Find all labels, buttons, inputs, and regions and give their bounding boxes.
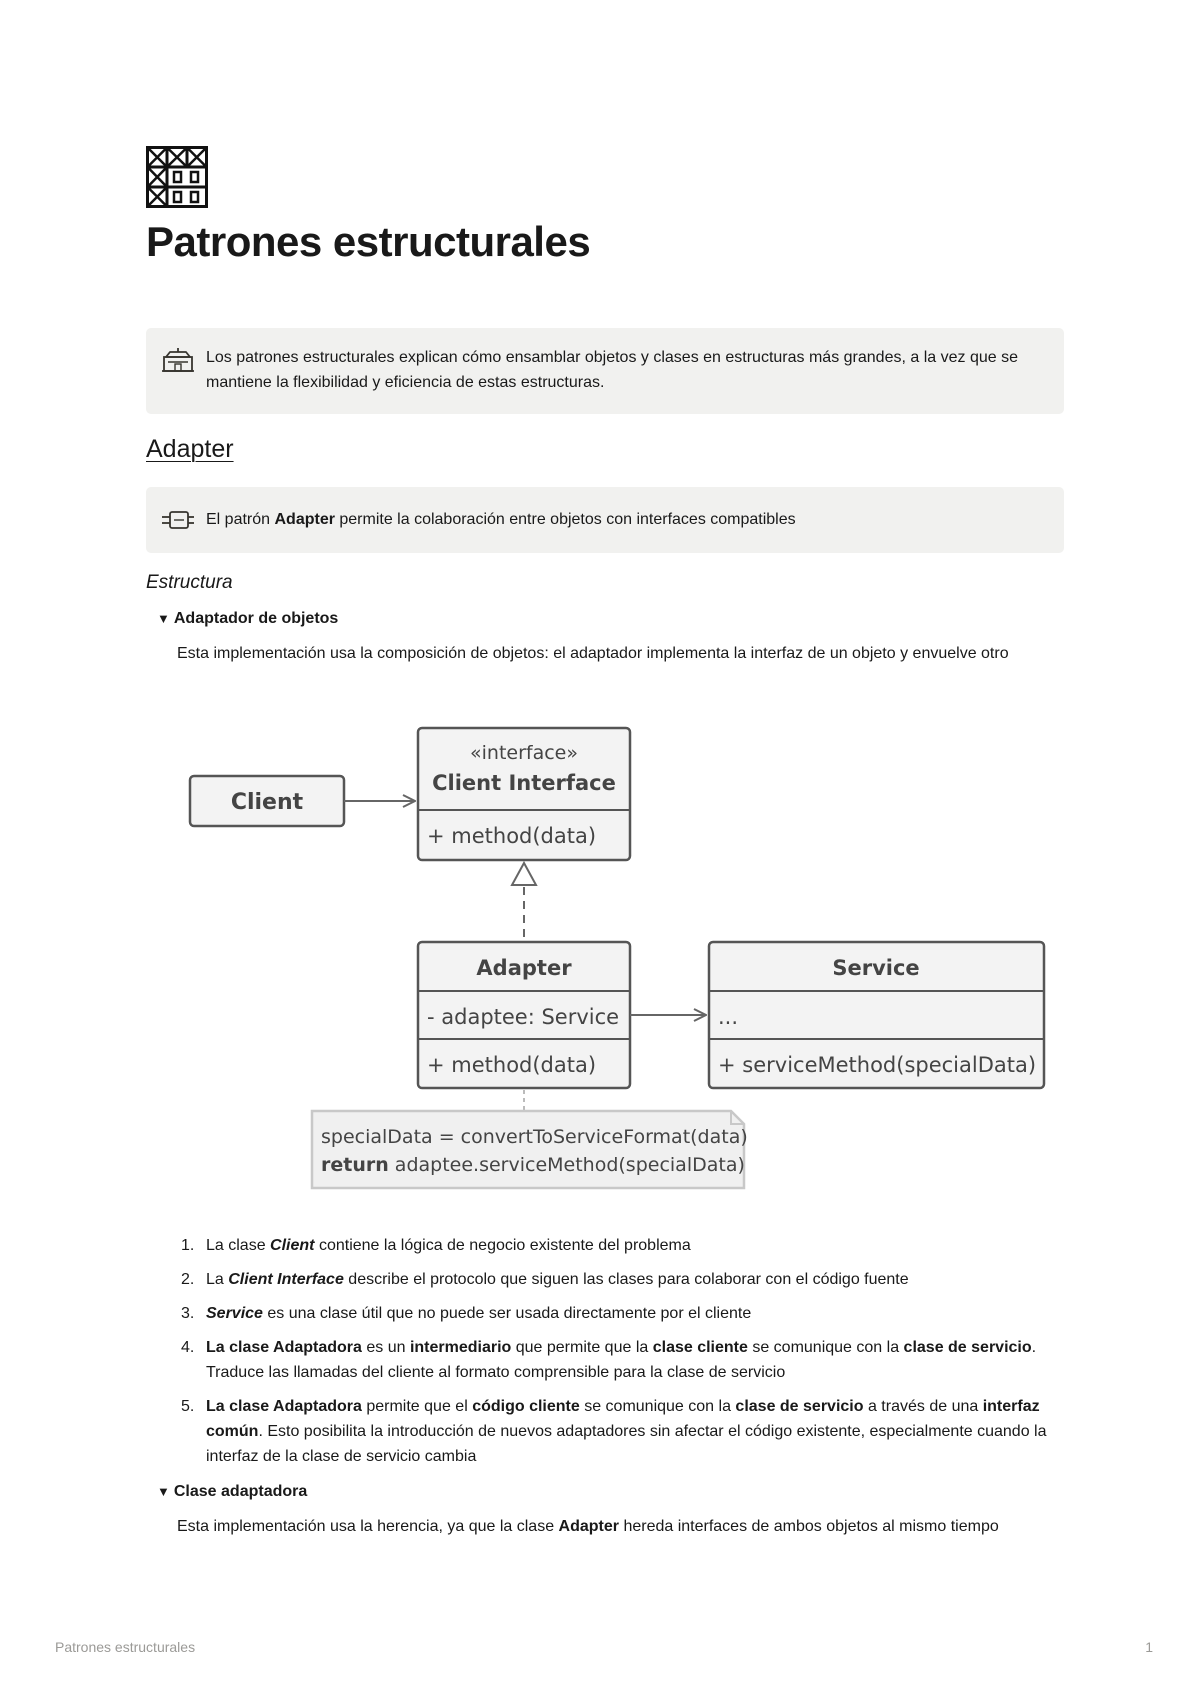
note-line-1: specialData = convertToServiceFormat(data) [321,1126,748,1148]
footer-title: Patrones estructurales [55,1639,196,1655]
class-adapter-desc-post: hereda interfaces de ambos objetos al mismo tiempo [619,1518,999,1535]
page-title: Patrones estructurales [146,218,591,265]
step-text-part: . Esto posibilita la introducción de nuevos adaptadores sin afectar el código existente, especialmente cuando la interfaz de la clase de servicio cambia [206,1423,1047,1465]
client-label: Client [230,790,304,815]
toggle-triangle-icon[interactable]: ▼ [157,1484,170,1499]
toggle-triangle-icon[interactable]: ▼ [157,611,170,626]
structure-step [177,1394,1057,1469]
note-line-2-rest: adaptee.serviceMethod(specialData) [388,1154,745,1176]
step-text-part: es un [361,1339,410,1356]
structure-step [177,1267,1057,1292]
service-box [709,942,1044,1088]
interface-stereotype: «interface» [470,742,578,764]
note-line-2 [321,1154,745,1176]
adapter-callout-text-post: permite la colaboración entre objetos con interfaces compatibles [334,511,796,528]
step-number: 5. [181,1398,195,1415]
class-adapter-desc-bold: Adapter [558,1518,619,1535]
step-text-part: La [206,1271,229,1288]
intro-callout-text: Los patrones estructurales explican cómo ensamblar objetos y clases en estructuras más grandes, a la vez que se mantiene la flexibilidad y eficiencia de estas estructuras. [206,349,1018,391]
structure-step [177,1233,1057,1258]
adapter-uml-diagram [185,725,1055,1195]
step-text-part: La clase [206,1237,271,1254]
step-text-part: código cliente [472,1398,580,1415]
toggle-object-adapter-label: Adaptador de objetos [173,610,339,627]
class-adapter-desc-pre: Esta implementación usa la herencia, ya que la clase [177,1518,559,1535]
interface-method: + method(data) [427,824,597,848]
step-text-part: La clase Adaptadora [206,1398,362,1415]
structure-step [177,1335,1057,1385]
step-text-part: que permite que la [511,1339,653,1356]
adapter-field: - adaptee: Service [427,1005,620,1029]
step-text-part: se comunique con la [747,1339,904,1356]
client-interface-box [418,728,630,860]
service-field: ... [718,1005,739,1029]
class-adapter-description [177,1514,1037,1539]
step-number: 3. [181,1305,195,1322]
object-adapter-description: Esta implementación usa la composición de objetos: el adaptador implementa la interfaz de un objeto y envuelve otro [177,645,1009,662]
adapter-box [418,942,630,1088]
structure-step [177,1301,1057,1326]
building-icon [160,346,196,374]
step-text-part: interfaz común [206,1398,1040,1440]
structure-steps-list [177,1233,1057,1478]
toggle-class-adapter[interactable] [157,1483,307,1501]
adapter-method: + method(data) [427,1053,597,1077]
client-box [190,776,344,826]
step-text-part: Service [206,1305,263,1322]
adapter-callout-text-bold: Adapter [274,511,335,528]
implementation-note [312,1111,748,1188]
step-text-part: es una clase útil que no puede ser usada directamente por el cliente [262,1305,752,1322]
step-text-part: contiene la lógica de negocio existente del problema [314,1237,691,1254]
step-text-part: se comunique con la [579,1398,736,1415]
adapter-name: Adapter [476,956,572,980]
step-text-part: Client Interface [228,1271,344,1288]
step-number: 2. [181,1271,195,1288]
realization-triangle [512,863,536,885]
step-text-part: permite que el [361,1398,473,1415]
adapter-plug-icon [160,506,196,534]
step-text-part: clase de servicio [735,1398,864,1415]
service-name: Service [832,956,920,980]
intro-callout [146,328,1064,414]
interface-name: Client Interface [432,771,616,795]
service-method: + serviceMethod(specialData) [718,1053,1037,1077]
step-text-part: clase cliente [652,1339,748,1356]
adapter-callout [146,487,1064,553]
toggle-object-adapter[interactable] [157,610,338,628]
step-text-part: La clase Adaptadora [206,1339,362,1356]
step-number: 4. [181,1339,195,1356]
footer-page-number: 1 [1145,1639,1153,1655]
step-text-part: Client [270,1237,315,1254]
adapter-callout-text-pre: El patrón [206,511,275,528]
toggle-class-adapter-label: Clase adaptadora [173,1483,308,1500]
structural-grid-icon [146,146,208,208]
step-text-part: intermediario [409,1339,512,1356]
step-text-part: clase de servicio [903,1339,1032,1356]
step-number: 1. [181,1237,195,1254]
step-text-part: . Traduce las llamadas del cliente al formato comprensible para la clase de servicio [206,1339,1037,1381]
subheading-estructura: Estructura [146,572,233,593]
note-return-keyword: return [321,1154,389,1176]
step-text-part: a través de una [863,1398,983,1415]
step-text-part: describe el protocolo que siguen las clases para colaborar con el código fuente [343,1271,909,1288]
section-heading-adapter: Adapter [146,435,234,463]
